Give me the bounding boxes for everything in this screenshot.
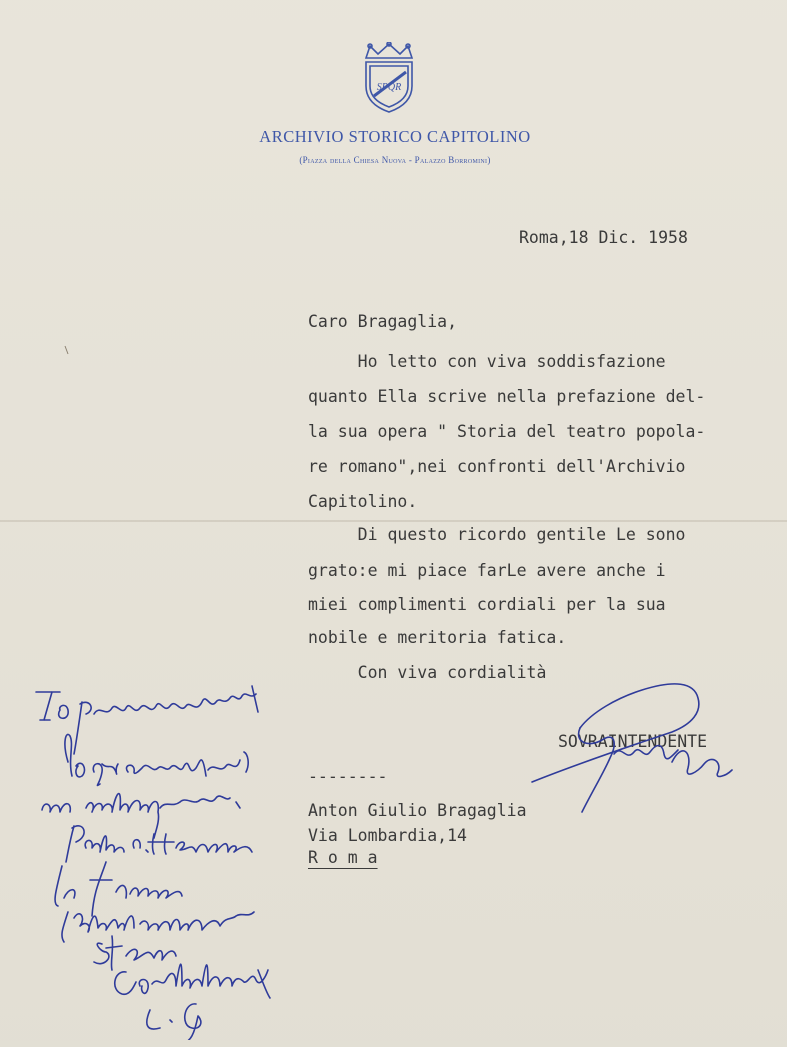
body-line: re romano",nei confronti dell'Archivio	[308, 457, 686, 476]
letter-date: Roma,18 Dic. 1958	[519, 228, 688, 247]
handwritten-signature	[522, 672, 752, 822]
body-line: nobile e meritoria fatica.	[308, 628, 567, 647]
spqr-crest-icon	[360, 42, 418, 114]
letterhead-title: ARCHIVIO STORICO CAPITOLINO	[259, 127, 531, 146]
body-line: quanto Ella scrive nella prefazione del-	[308, 387, 706, 406]
body-line: grato:e mi piace farLe avere anche i	[308, 561, 666, 580]
crest-text: SPQR	[376, 82, 402, 93]
body-line: Ho letto con viva soddisfazione	[308, 352, 666, 371]
letterhead-address: (Piazza della Chiesa Nuova - Palazzo Borromini)	[299, 155, 491, 165]
body-line: Di questo ricordo gentile Le sono	[308, 525, 686, 544]
signatory-title: SOVRAINTENDENTE	[558, 732, 708, 751]
body-line: miei complimenti cordiali per la sua	[308, 595, 666, 614]
recipient-city: R o m a	[308, 848, 378, 867]
separator: --------	[308, 767, 388, 786]
paper-fold	[0, 520, 787, 522]
recipient-street: Via Lombardia,14	[308, 826, 467, 845]
recipient-name: Anton Giulio Bragaglia	[308, 801, 527, 820]
body-line: la sua opera " Storia del teatro popola-	[308, 422, 706, 441]
salutation: Caro Bragaglia,	[308, 312, 458, 331]
body-line: Con viva cordialità	[308, 663, 547, 682]
body-line: Capitolino.	[308, 492, 418, 511]
handwritten-margin-note	[30, 680, 290, 1040]
paper-mark	[64, 345, 70, 355]
